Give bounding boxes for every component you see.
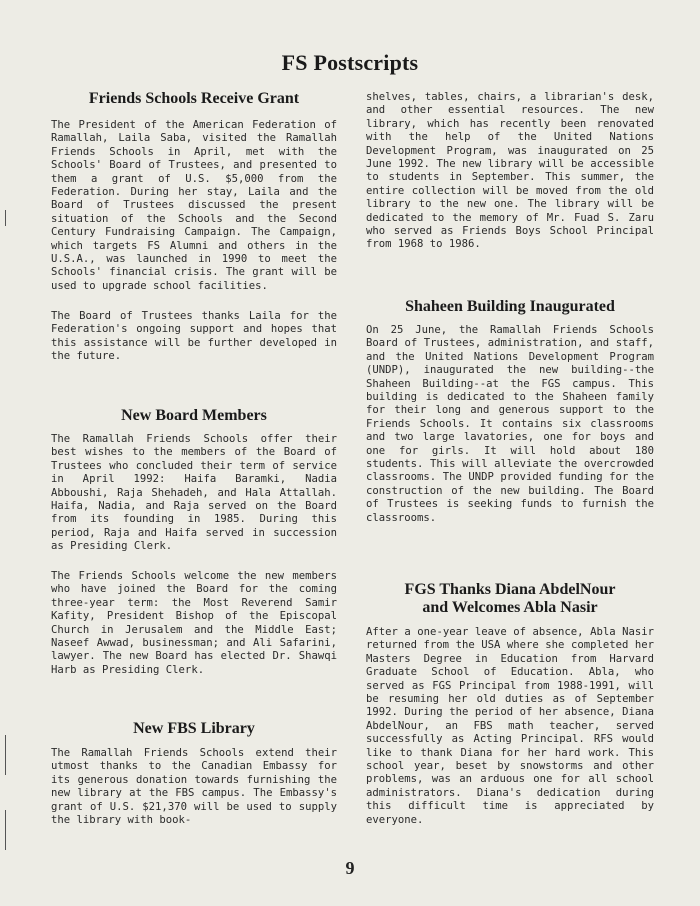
article-paragraph: The Ramallah Friends Schools offer their best wishes to the members of the Board of Trustees who concluded their term of service in April 1992: Haifa Baramki, Nadia Abboushi, Raja Shehadeh, and Hala Attallah. Haifa, Nadia, and Raja served on the Board from its founding in 1985. During this period, Raja and Haifa served in succession as Presiding Clerk. bbox=[51, 433, 337, 553]
article-paragraph: On 25 June, the Ramallah Friends Schools Board of Trustees, administration, and staff, and the United Nations Development Program (UNDP), inaugurated the new building--the Shaheen Building--at the FGS campus. This building is dedicated to the Shaheen family for their long and generous support to the Friends Schools. It contains six classrooms and two large lavatories, one for boys and one for girls. It will hold about 180 students. This will alleviate the overcrowded classrooms. The UNDP provided funding for the construction of the new building. The Board of Trustees is seeking funds to furnish the classrooms. bbox=[366, 324, 654, 524]
scan-edge-mark bbox=[5, 810, 6, 850]
scan-edge-mark bbox=[5, 210, 6, 226]
article-heading-grant: Friends Schools Receive Grant bbox=[88, 90, 300, 107]
article-paragraph-continued: shelves, tables, chairs, a librarian's desk, and other essential resources. The new library, which has recently been renovated with the help of the United Nations Development Program, was inaugurated on 25 June 1992. The new library will be accessible to students in September. This summer, the entire collection will be moved from the old library to the new one. The library will be dedicated to the memory of Mr. Fuad S. Zaru who served as Friends Boys School Principal from 1968 to 1986. bbox=[366, 91, 654, 251]
article-paragraph: After a one-year leave of absence, Abla Nasir returned from the USA where she completed her Masters Degree in Education from Harvard Graduate School of Education. Abla, who served as FGS Principal from 1988-1991, will be resuming her old duties as of September 1992. During the period of her absence, Diana AbdelNour, an FBS math teacher, served successfully as Acting Principal. RFS would like to thank Diana for her hard work. This school year, beset by snowstorms and other problems, was an arduous one for all school administrators. Diana's dedication during this difficult time is appreciated by everyone. bbox=[366, 626, 654, 826]
page-number: 9 bbox=[345, 858, 355, 878]
article-heading-fgs-line1: FGS Thanks Diana AbdelNour bbox=[404, 581, 616, 598]
article-heading-fgs bbox=[366, 581, 654, 617]
article-paragraph: The President of the American Federation of Ramallah, Laila Saba, visited the Ramallah Friends Schools in April, met with the Schools' Board of Trustees, and presented to them a grant of U.S. $5,000 from the Federation. During her stay, Laila and the Board of Trustees discussed the present situation of the Schools and the Second Century Fundraising Campaign. The Campaign, which targets FS Alumni and others in the U.S.A., was launched in 1990 to meet the Schools' financial crisis. The grant will be used to upgrade school facilities. bbox=[51, 119, 337, 292]
article-heading-fgs-line2: and Welcomes Abla Nasir bbox=[422, 599, 598, 616]
article-heading-library: New FBS Library bbox=[133, 720, 255, 737]
article-heading-board: New Board Members bbox=[121, 407, 267, 424]
scan-edge-mark bbox=[5, 735, 6, 775]
article-heading-shaheen: Shaheen Building Inaugurated bbox=[405, 298, 615, 315]
page-title: FS Postscripts bbox=[281, 50, 419, 75]
article-paragraph: The Ramallah Friends Schools extend their utmost thanks to the Canadian Embassy for its generous donation towards furnishing the new library at the FBS campus. The Embassy's grant of U.S. $21,370 will be used to supply the library with book- bbox=[51, 747, 337, 827]
article-paragraph: The Board of Trustees thanks Laila for the Federation's ongoing support and hopes that this assistance will be further developed in the future. bbox=[51, 310, 337, 363]
article-paragraph: The Friends Schools welcome the new members who have joined the Board for the coming three-year term: the Most Reverend Samir Kafity, President Bishop of the Episcopal Church in Jerusalem and the Middle East; Naseef Awwad, businessman; and Ali Safarini, lawyer. The new Board has elected Dr. Shawqi Harb as Presiding Clerk. bbox=[51, 570, 337, 676]
